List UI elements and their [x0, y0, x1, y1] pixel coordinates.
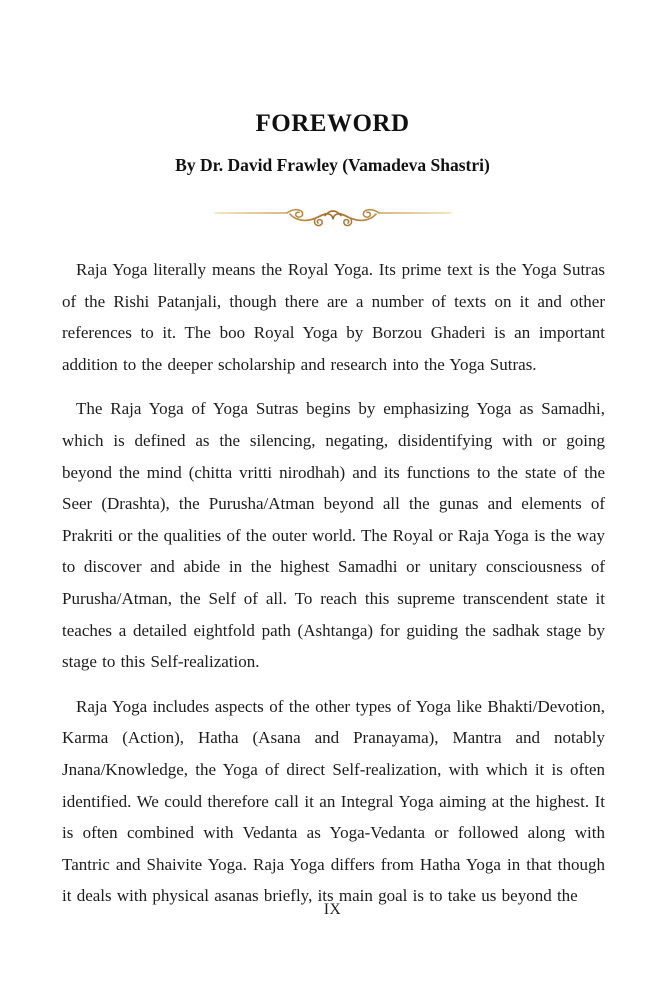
byline: By Dr. David Frawley (Vamadeva Shastri) [175, 155, 490, 175]
gold-flourish-icon [213, 200, 453, 236]
foreword-paragraph: The Raja Yoga of Yoga Sutras begins by emphasizing Yoga as Samadhi, which is defined as the silencing, negating, disidentifying with or going beyond the mind (chitta vritti nirodhah) and its functions to the state of the Seer (Drashta), the Purusha/Atman beyond all the gunas and elements of Prakriti or the qualities of the outer world. The Royal or Raja Yoga is the way to discover and abide in the highest Samadhi or unitary consciousness of Purusha/Atman, the Self of all. To reach this supreme transcendent state it teaches a detailed eightfold path (Ashtanga) for guiding the sadhak stage by stage to this Self-realization. [62, 399, 606, 672]
section-divider [213, 200, 453, 236]
page-title: FOREWORD [255, 110, 410, 137]
foreword-paragraph: Raja Yoga literally means the Royal Yoga. Its prime text is the Yoga Sutras of the Rishi Patanjali, though there are a number of texts on it and other references to it. The boo Royal Yoga by Borzou Ghaderi is an important addition to the deeper scholarship and research into the Yoga Sutras. [62, 260, 605, 374]
foreword-paragraph: Raja Yoga includes aspects of the other types of Yoga like Bhakti/Devotion, Karma (Action), Hatha (Asana and Pranayama), Mantra and notably Jnana/Knowledge, the Yoga of direct Self-realization, with which it is often identified. We could therefore call it an Integral Yoga aiming at the highest. It is often combined with Vedanta as Yoga-Vedanta or followed along with Tantric and Shaivite Yoga. Raja Yoga differs from Hatha Yoga in that though it deals with physical asanas briefly, its main goal is to take us beyond the [62, 696, 605, 906]
foreword-body [62, 254, 605, 912]
page-number: IX [323, 901, 342, 918]
